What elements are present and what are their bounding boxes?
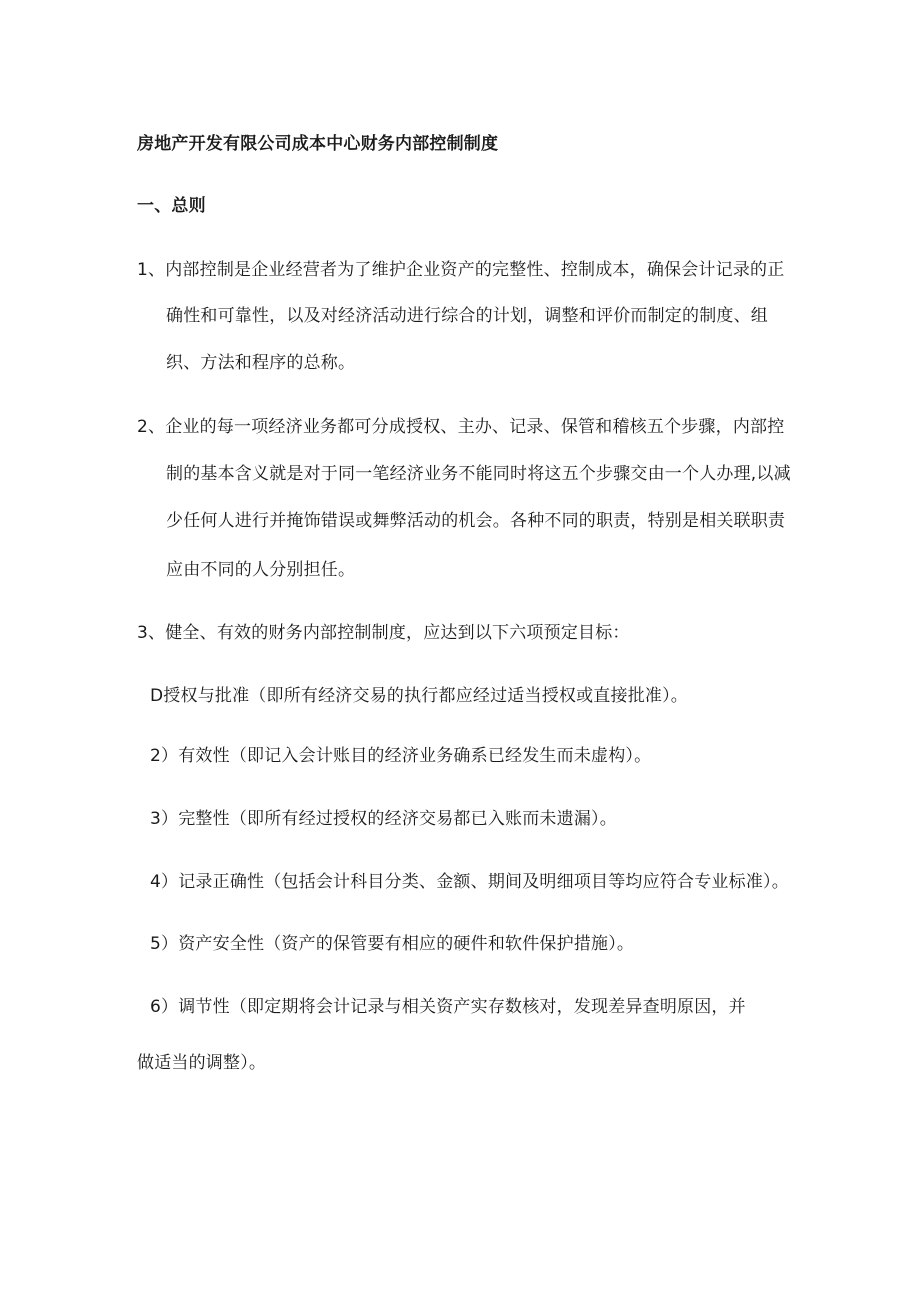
objective-item-4: 4）记录正确性（包括会计科目分类、金额、期间及明细项目等均应符合专业标准）。 [150,872,789,892]
objective-item-6-continuation: 做适当的调整）。 [137,1053,267,1073]
paragraph-2-line-3: 少任何人进行并掩饰错误或舞弊活动的机会。各种不同的职责，特别是相关联职责 [166,511,786,531]
objective-item-3: 3）完整性（即所有经过授权的经济交易都已入账而未遗漏）。 [150,809,617,829]
objective-item-6: 6）调节性（即定期将会计记录与相关资产实存数核对，发现差异查明原因，并 [150,997,746,1017]
objective-item-5: 5）资产安全性（资产的保管要有相应的硬件和软件保护措施）。 [150,934,635,954]
paragraph-1-line-1: 1、内部控制是企业经营者为了维护企业资产的完整性、控制成本，确保会计记录的正 [137,260,785,280]
objective-item-1: D授权与批准（即所有经济交易的执行都应经过适当授权或直接批准）。 [150,686,688,706]
paragraph-1-line-2: 确性和可靠性，以及对经济活动进行综合的计划，调整和评价而制定的制度、组 [166,306,768,326]
objective-item-2: 2）有效性（即记入会计账目的经济业务确系已经发生而未虚构）。 [150,746,652,766]
paragraph-1-line-3: 织、方法和程序的总称。 [166,353,356,373]
document-title: 房地产开发有限公司成本中心财务内部控制制度 [137,134,499,154]
paragraph-2-line-2: 制的基本含义就是对于同一笔经济业务不能同时将这五个步骤交由一个人办理,以减 [166,464,791,484]
section-heading: 一、总则 [137,196,206,216]
paragraph-2-line-4: 应由不同的人分别担任。 [166,560,356,580]
paragraph-3-line-1: 3、健全、有效的财务内部控制制度，应达到以下六项预定目标： [137,623,630,643]
paragraph-2-line-1: 2、企业的每一项经济业务都可分成授权、主办、记录、保管和稽核五个步骤，内部控 [137,417,785,437]
